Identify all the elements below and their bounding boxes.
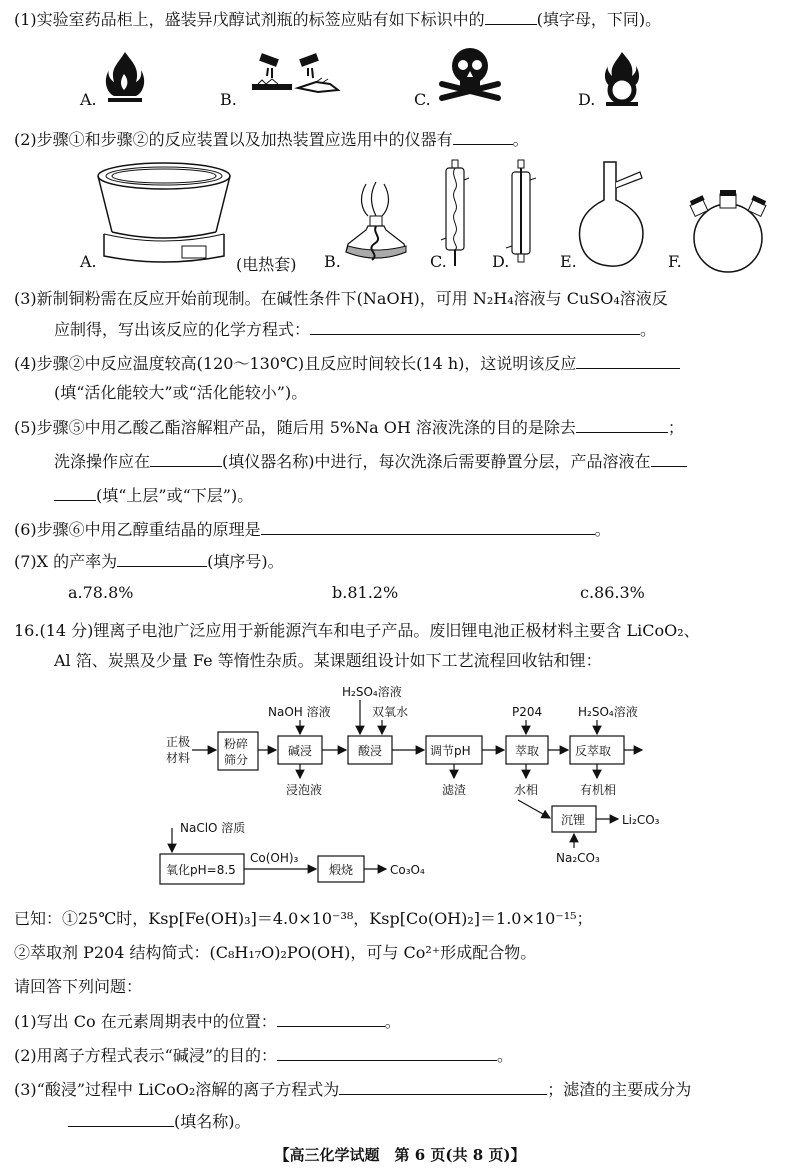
q1-option-d: D. [578,90,596,109]
product-co3o4: Co₃O₄ [390,863,425,877]
known-line-1: 已知：①25℃时，Ksp[Fe(OH)₃]＝4.0×10⁻³⁸，Ksp[Co(OH)₂]＝1.0×10⁻¹⁵； [14,909,593,928]
sub3-text-3: (填名称)。 [174,1112,251,1131]
q2-label-e: E. [560,252,577,271]
q3-line-2 [54,318,656,341]
sub2-text-end: 。 [497,1046,514,1065]
q2-label-d: D. [492,252,510,271]
q2-label-mantle: (电热套) [236,255,297,274]
sub3-text-2: ；滤渣的主要成分为 [547,1080,692,1099]
q5-answer-blank-1[interactable] [576,416,668,433]
q2-line [14,128,529,151]
step-ph: 调节pH [430,744,471,758]
q5-text-1: (5)步骤⑤中用乙酸乙酯溶解粗产品，随后用 5%Na OH 溶液洗涤的目的是除去 [14,418,576,437]
step-oxidize: 氧化pH=8.5 [166,863,236,877]
output-aqueous: 水相 [514,783,539,797]
q5-text-4: (填“上层”或“下层”)。 [96,486,254,505]
q2-answer-blank[interactable] [453,128,513,145]
output-organic: 有机相 [580,783,617,797]
flow-input-1: 正极 [166,735,191,749]
sub2-text: (2)用离子方程式表示“碱浸”的目的： [14,1046,278,1065]
sub3-answer-blank-1[interactable] [339,1078,547,1095]
q1-option-c: C. [414,90,431,109]
reagent-naoh: NaOH 溶液 [268,705,331,719]
step-calcine: 煅烧 [329,863,354,877]
q1-line [14,8,661,31]
q5-text-1-end: ； [667,418,684,437]
q7-text: (7)X 的产率为 [14,552,118,571]
q1-option-b: B. [220,90,237,109]
q7-option-a: a.78.8% [68,583,134,602]
q2-label-b: B. [324,252,341,271]
q2-label-f: F. [668,252,682,271]
reagent-na2co3: Na₂CO₃ [556,851,600,865]
q1-option-a: A. [80,90,97,109]
q3-answer-blank[interactable] [310,318,640,335]
q6-text-end: 。 [594,520,611,539]
q6-text: (6)步骤⑥中用乙醇重结晶的原理是 [14,520,261,539]
process-flowchart [150,676,690,896]
step-back-extract: 反萃取 [575,744,612,758]
q6-answer-blank[interactable] [261,518,595,535]
reagent-h2o2: 双氧水 [372,705,409,719]
step-crush-2: 筛分 [224,753,249,767]
q7-line [14,550,284,573]
known-prompt: 请回答下列问题： [14,977,143,996]
q2-text: (2)步骤①和步骤②的反应装置以及加热装置应选用中的仪器有 [14,130,453,149]
q3-text: 应制得，写出该反应的化学方程式： [54,320,311,339]
sub3-text-1: (3)“酸浸”过程中 LiCoO₂溶解的离子方程式为 [14,1080,340,1099]
q5-line-3 [54,484,253,507]
sub2-answer-blank[interactable] [277,1044,497,1061]
sub3-answer-blank-2[interactable] [68,1110,174,1127]
q7-text-end: (填序号)。 [207,552,284,571]
sub2-line [14,1044,513,1067]
heating-mantle-image [92,160,234,272]
output-residue: 滤渣 [442,783,467,797]
reagent-h2so4-2: H₂SO₄溶液 [578,705,638,719]
q4-line-2: (填“活化能较大”或“活化能较小”)。 [54,383,308,402]
q6-line [14,518,611,541]
product-li2co3: Li₂CO₃ [622,813,660,827]
reagent-p204: P204 [512,705,543,719]
reagent-h2so4-1: H₂SO₄溶液 [342,685,402,699]
q5-text-2: 洗涤操作应在 [54,452,151,471]
intermediate-cooh3: Co(OH)₃ [250,851,299,865]
q4-text: (4)步骤②中反应温度较高(120～130℃)且反应时间较长(14 h)，这说明该反应 [14,354,577,373]
q4-answer-blank[interactable] [576,352,680,369]
oxidizer-icon [602,50,642,106]
condenser-c-image [440,158,470,268]
q3-text-end: 。 [640,320,657,339]
corrosive-icon [238,50,348,106]
sub3-line-2 [68,1110,251,1133]
q4-line-1 [14,352,680,375]
condenser-d-image [504,158,538,268]
step-acid: 酸浸 [358,744,383,758]
q5-text-3: (填仪器名称)中进行，每次洗涤后需要静置分层，产品溶液在 [222,452,651,471]
sub1-answer-blank[interactable] [277,1010,385,1027]
sub3-line-1 [14,1078,691,1101]
q7-answer-blank[interactable] [117,550,207,567]
sub1-text-end: 。 [384,1012,401,1031]
step-extract: 萃取 [515,744,540,758]
q2-label-c: C. [430,252,447,271]
sub1-line [14,1010,401,1033]
page-footer: 【高三化学试题 第 6 页(共 8 页)】 [274,1146,526,1164]
q2-label-a: A. [80,252,97,271]
q16-line-2: Al 箔、炭黑及少量 Fe 等惰性杂质。某课题组设计如下工艺流程回收钴和锂： [54,651,602,670]
q5-answer-blank-3[interactable] [651,450,687,467]
step-lithium: 沉锂 [561,813,586,827]
toxic-skull-icon [436,44,504,104]
three-neck-flask-image [680,188,776,276]
step-crush-1: 粉碎 [224,737,249,751]
q16-line-1: 16.(14 分)锂离子电池广泛应用于新能源汽车和电子产品。废旧锂电池正极材料主要含 LiCoO₂、 [14,621,700,640]
q1-text-end: (填字母，下同)。 [536,10,662,29]
q5-answer-blank-2[interactable] [150,450,222,467]
output-leachate: 浸泡液 [286,783,323,797]
q5-line-2 [54,450,687,473]
step-alkali: 碱浸 [288,744,313,758]
alcohol-lamp-image [338,180,414,272]
known-line-2: ②萃取剂 P204 结构简式：(C₈H₁₇O)₂PO(OH)，可与 Co²⁺形成配合物。 [14,943,537,962]
q1-answer-blank[interactable] [485,8,537,25]
q3-line-1: (3)新制铜粉需在反应开始前现制。在碱性条件下(NaOH)，可用 N₂H₄溶液与 CuSO₄溶液反 [14,289,668,308]
reagent-naclo: NaClO 溶质 [180,821,246,835]
flammable-icon [100,48,150,104]
q7-option-b: b.81.2% [332,583,399,602]
q7-option-c: c.86.3% [580,583,645,602]
distillation-flask-image [576,160,660,270]
q2-text-end: 。 [512,130,529,149]
q5-answer-blank-3b[interactable] [54,484,96,501]
q5-line-1 [14,416,684,439]
q1-text: (1)实验室药品柜上，盛装异戊醇试剂瓶的标签应贴有如下标识中的 [14,10,485,29]
sub1-text: (1)写出 Co 在元素周期表中的位置： [14,1012,277,1031]
flow-input-2: 材料 [166,751,191,765]
